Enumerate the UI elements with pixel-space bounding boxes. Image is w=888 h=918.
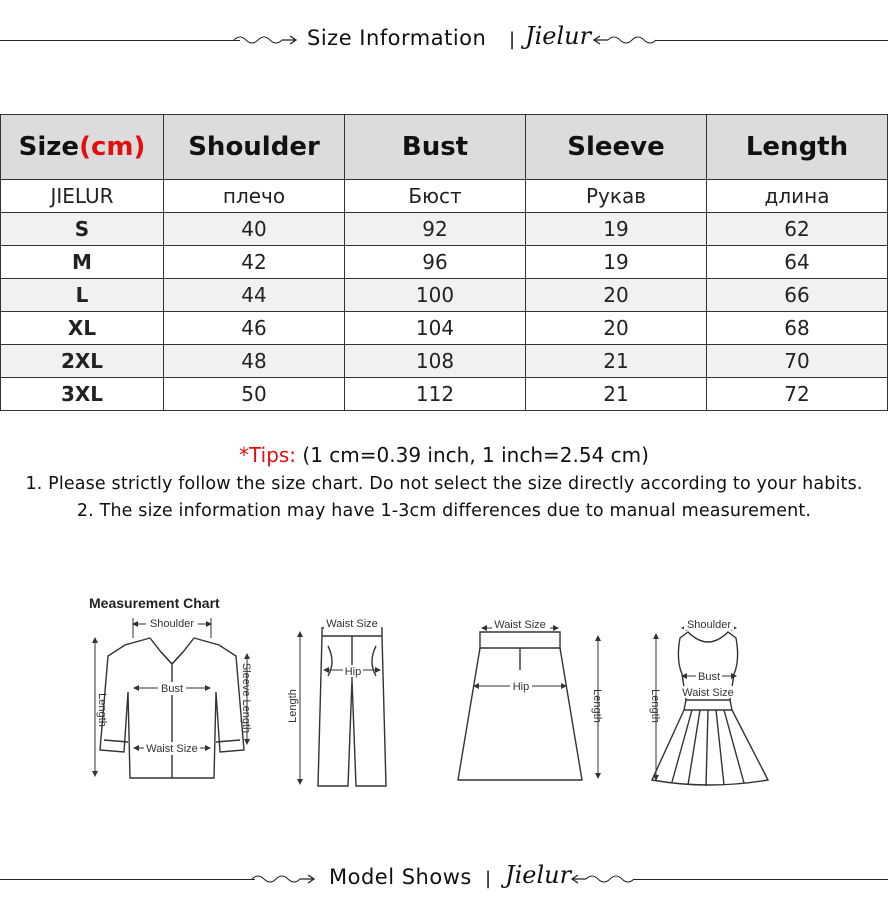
table-row — [1, 378, 888, 411]
table-cell: 50 — [164, 378, 345, 411]
brand-logo-text: Jielur — [525, 22, 592, 50]
brand-logo-text: Jielur — [505, 861, 572, 889]
table-cell-size: S — [1, 213, 164, 246]
shirt-diagram — [100, 638, 244, 778]
tips-label: *Tips: — [239, 443, 297, 467]
table-cell: 48 — [164, 345, 345, 378]
pants-diagram — [318, 628, 386, 786]
banner-separator: | — [509, 29, 516, 50]
table-cell: 44 — [164, 279, 345, 312]
table-cell: 70 — [707, 345, 888, 378]
banner-line-right — [655, 40, 888, 41]
table-cell-size: 2XL — [1, 345, 164, 378]
shirt-bust-label: Bust — [160, 683, 184, 695]
table-cell: 64 — [707, 246, 888, 279]
table-cell: 104 — [345, 312, 526, 345]
table-cell: 21 — [526, 378, 707, 411]
table-row — [1, 279, 888, 312]
table-cell: 46 — [164, 312, 345, 345]
table-cell-size: 3XL — [1, 378, 164, 411]
subheader-length: длина — [707, 180, 888, 213]
banner-title: Model Shows — [329, 865, 472, 889]
swirl-ornament-left — [232, 32, 298, 48]
table-cell: 66 — [707, 279, 888, 312]
banner-title: Size Information — [307, 26, 487, 50]
table-cell: 20 — [526, 312, 707, 345]
pants-waist-label: Waist Size — [326, 618, 378, 630]
swirl-ornament-left — [250, 871, 316, 887]
shirt-shoulder-label: Shoulder — [149, 618, 195, 630]
dress-waist-label: Waist Size — [682, 687, 734, 699]
tips-conversion: (1 cm=0.39 inch, 1 inch=2.54 cm) — [302, 443, 649, 467]
header-shoulder: Shoulder — [164, 115, 345, 180]
table-row — [1, 246, 888, 279]
table-cell: 68 — [707, 312, 888, 345]
table-cell: 21 — [526, 345, 707, 378]
shirt-waist-label: Waist Size — [146, 743, 198, 755]
top-banner — [0, 20, 888, 60]
table-cell: 19 — [526, 246, 707, 279]
pants-hip-label: Hip — [344, 666, 362, 678]
header-sleeve: Sleeve — [526, 115, 707, 180]
header-bust: Bust — [345, 115, 526, 180]
tips-note-1: 1. Please strictly follow the size chart. Do not select the size directly according to your habits. — [25, 474, 863, 494]
skirt-hip-label: Hip — [512, 681, 530, 693]
swirl-ornament-right — [592, 32, 658, 48]
table-cell-size: L — [1, 279, 164, 312]
measurement-chart — [0, 590, 888, 800]
table-cell: 42 — [164, 246, 345, 279]
dress-diagram — [652, 632, 768, 786]
pants-length-label: Length — [287, 689, 299, 723]
banner-separator: | — [485, 868, 492, 889]
table-row — [1, 312, 888, 345]
subheader-bust: Бюст — [345, 180, 526, 213]
measurement-chart-title: Measurement Chart — [89, 595, 220, 611]
dress-shoulder-label: Shoulder — [686, 619, 732, 631]
subheader-sleeve: Рукав — [526, 180, 707, 213]
table-cell: 19 — [526, 213, 707, 246]
header-length: Length — [707, 115, 888, 180]
table-cell: 62 — [707, 213, 888, 246]
table-cell: 92 — [345, 213, 526, 246]
skirt-waist-label: Waist Size — [494, 619, 546, 631]
table-cell: 100 — [345, 279, 526, 312]
banner-line-left — [0, 40, 240, 41]
table-row — [1, 213, 888, 246]
table-cell: 96 — [345, 246, 526, 279]
bottom-banner — [0, 859, 888, 899]
table-cell: 108 — [345, 345, 526, 378]
table-cell: 20 — [526, 279, 707, 312]
table-header-row — [1, 115, 888, 180]
tips-line — [0, 443, 888, 467]
table-subheader-row — [1, 180, 888, 213]
subheader-brand: JIELUR — [1, 180, 164, 213]
table-cell: 40 — [164, 213, 345, 246]
banner-line-left — [0, 879, 255, 880]
header-size: Size(cm) — [1, 115, 164, 180]
table-cell-size: XL — [1, 312, 164, 345]
dress-bust-label: Bust — [697, 671, 721, 683]
skirt-diagram — [458, 632, 582, 780]
skirt-length-label: Length — [591, 689, 603, 723]
banner-line-right — [633, 879, 888, 880]
tips-note-2: 2. The size information may have 1-3cm differences due to manual measurement. — [76, 501, 812, 521]
dress-length-label: Length — [649, 689, 661, 723]
shirt-length-label: Length — [96, 693, 108, 727]
swirl-ornament-right — [570, 871, 636, 887]
table-row — [1, 345, 888, 378]
size-table — [0, 114, 888, 411]
shirt-sleeve-label: Sleeve Length — [240, 662, 252, 734]
subheader-shoulder: плечо — [164, 180, 345, 213]
table-cell: 112 — [345, 378, 526, 411]
table-cell: 72 — [707, 378, 888, 411]
table-cell-size: M — [1, 246, 164, 279]
